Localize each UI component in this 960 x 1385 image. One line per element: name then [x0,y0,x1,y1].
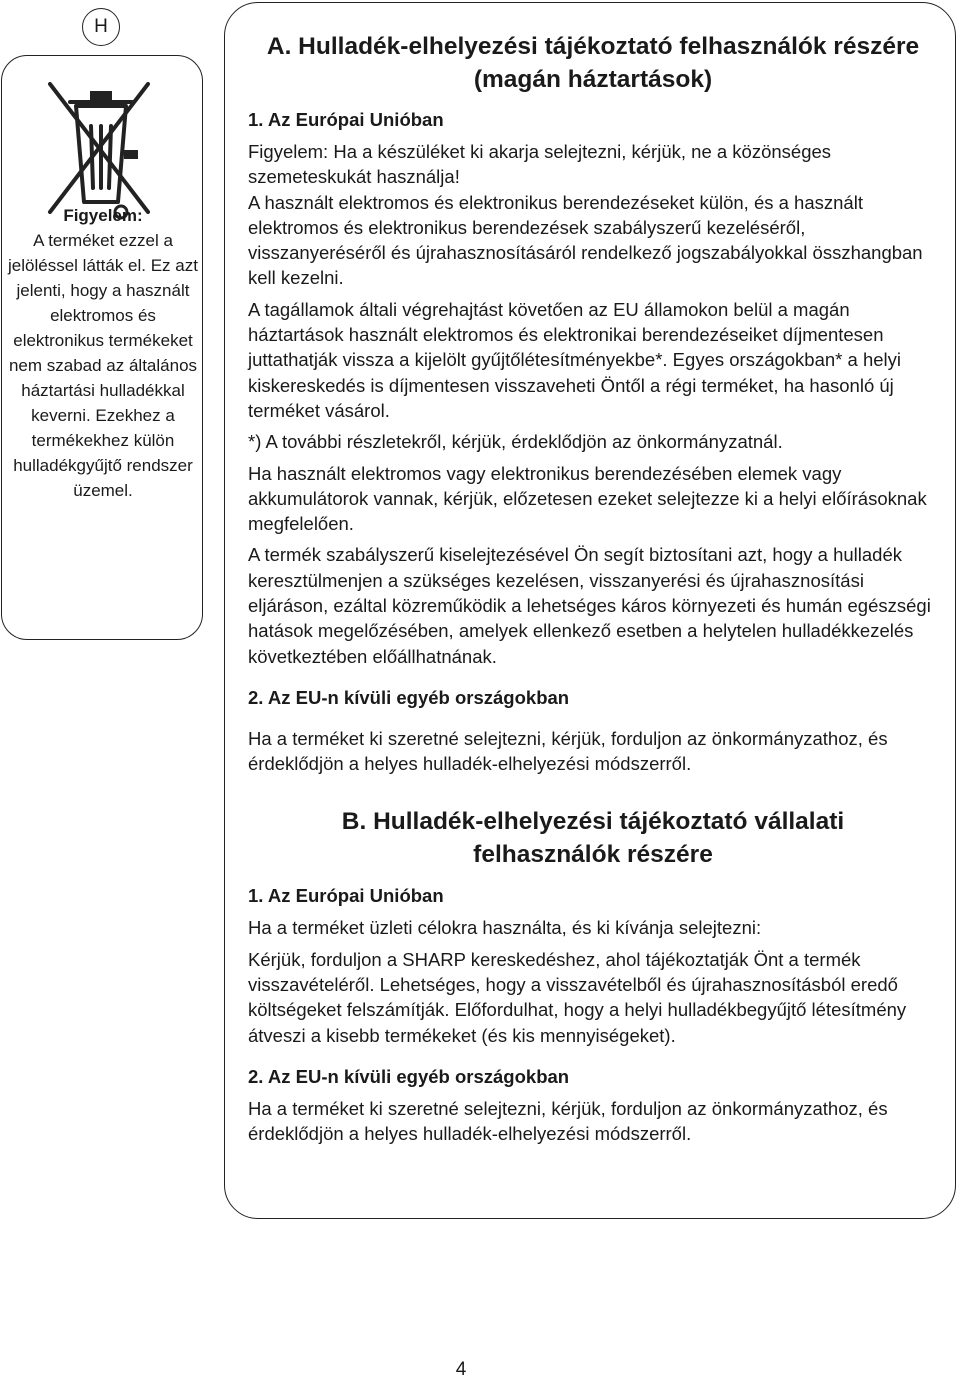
section-b-eu-heading: 1. Az Európai Unióban [248,884,444,906]
language-badge [82,8,120,46]
section-a-non-eu-heading: 2. Az EU-n kívüli egyéb országokban [248,686,570,708]
section-a-eu-paragraph: A tagállamok általi végrehajtást követően az EU államokon belül a magán háztartások használt elektromos és elektronikai berendezéseiket díjmentesen juttathatják vissza a kijelölt gyűjtőlétesítményekbe*. Egyes országokban* a helyi kiskereskedés is díjmentesen visszaveheti Öntől a régi terméket, ha hasonló új terméket vásárol. [248,298,901,421]
section-a-non-eu-text: Ha a terméket ki szeretné selejtezni, kérjük, forduljon az önkormányzathoz, és érdeklődjön a helyes hulladék-elhelyezési módszerről. [248,727,888,775]
disposal-info-content [248,30,938,1147]
section-a-eu-paragraph: Ha használt elektromos vagy elektronikus berendezésében elemek vagy akkumulátorok vannak, kérjük, előzetesen ezeket selejtezze ki a helyi előírásoknak megfelelően. [248,462,927,535]
section-b-non-eu-text: Ha a terméket ki szeretné selejtezni, kérjük, forduljon az önkormányzathoz, és érdeklődjön a helyes hulladék-elhelyezési módszerről. [248,1098,888,1145]
section-b-eu-intro: Ha a terméket üzleti célokra használta, és ki kívánja selejtezni: [248,916,762,938]
section-a-eu-heading: 1. Az Európai Unióban [248,109,444,130]
section-b-non-eu-heading: 2. Az EU-n kívüli egyéb országokban [248,1066,570,1088]
section-a-eu-footnote: *) A további részletekről, kérjük, érdeklődjön az önkormányzatnál. [248,431,783,453]
weee-notice-card [1,55,203,640]
language-code: H [94,16,108,37]
section-b-title: B. Hulladék-elhelyezési tájékoztató vállalati felhasználók részére [341,807,845,868]
section-a-eu-paragraph: A használt elektromos és elektronikus berendezéseket külön, és a használt elektromos és elektronikus berendezések szabályszerű kezeléséről, visszanyeréséről és újrahasznosításáról rendelkező jogszabályokkal összhangban kell kezelni. [248,191,923,289]
weee-notice-body: A terméket ezzel a jelöléssel látták el. Ez azt jelenti, hogy a használt elektromos és elektronikus termékeket nem szabad az általános háztartási hulladékkal keverni. Ezekhez a termékekhez külön hulladékgyűjtő rendszer üzemel. [8,231,198,500]
weee-notice-text [4,203,202,503]
weee-notice-title: Figyelem: [63,206,143,225]
section-b-eu-text: Kérjük, forduljon a SHARP kereskedéshez, ahol tájékoztatják Önt a termék visszavételéről. Lehetséges, hogy a visszavételből és újrahasznosításból eredő költségeket felszámítják. Előfordulhat, hogy a helyi hulladékbegyűjtő létesítmény átveszi a kisebb termékeket (és kis mennyiségeket). [248,948,907,1046]
section-a-eu-paragraph: A termék szabályszerű kiselejtezésével Ön segít biztosítani azt, hogy a hulladék keresztülmenjen a szükséges kezelésen, visszanyerési és újrahasznosítási eljáráson, ezáltal közreműködik a lehetséges káros környezeti és humán egészségi hatások megelőzésében, amelyek ellenkező esetben a helytelen hulladékkezelés következtében előállhatnának. [248,544,931,667]
page-number: 4 [455,1359,467,1380]
section-a-eu-paragraph: Figyelem: Ha a készüléket ki akarja selejtezni, kérjük, ne a közönséges szemeteskukát használja! [248,141,832,188]
section-a-title: A. Hulladék-elhelyezési tájékoztató felhasználók részére (magán háztartások) [266,33,920,93]
